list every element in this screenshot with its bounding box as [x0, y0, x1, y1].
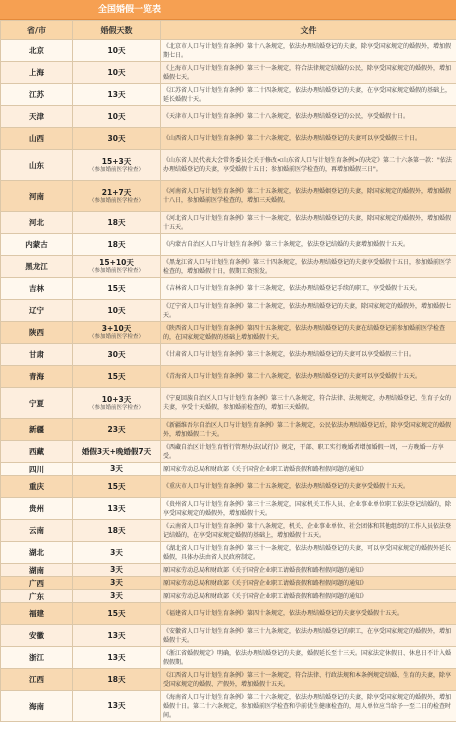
- document-cell: 《天津市人口与计划生育条例》第二十八条规定，依法办理结婚登记的公民，享受婚假十日。: [161, 106, 456, 128]
- document-cell: 《北京市人口与计划生育条例》第十八条规定，依法办理结婚登记的夫妻，除享受国家规定的婚假外，增加假期七日。: [161, 40, 456, 62]
- days-note: （参加婚前医学检查）: [88, 334, 144, 340]
- province-cell: 广西: [1, 577, 73, 590]
- days-value: 3天: [110, 565, 123, 574]
- province-cell: 湖北: [1, 542, 73, 564]
- table-row: [1, 669, 456, 691]
- days-cell: [73, 366, 161, 388]
- days-value: 3天: [110, 578, 123, 587]
- province-cell: 天津: [1, 106, 73, 128]
- days-value: 15天: [107, 371, 126, 381]
- province-cell: 黑龙江: [1, 256, 73, 278]
- table-row: [1, 278, 456, 300]
- province-cell: 云南: [1, 520, 73, 542]
- days-cell: [73, 40, 161, 62]
- province-cell: 江苏: [1, 84, 73, 106]
- header-row: [1, 21, 456, 40]
- table-row: [1, 322, 456, 344]
- table-row: [1, 84, 456, 106]
- document-cell: 原国家劳动总局和财政部《关于国营企业职工请婚丧假和路程假问题的通知》: [161, 577, 456, 590]
- days-cell: [73, 542, 161, 564]
- days-value: 3天: [110, 547, 123, 557]
- province-cell: 新疆: [1, 419, 73, 441]
- days-cell: [73, 128, 161, 150]
- table-row: [1, 366, 456, 388]
- document-cell: 《河北省人口与计划生育条例》第三十一条规定，依法办理结婚登记的夫妻，除国家规定的婚假外，增加婚假十五天。: [161, 212, 456, 234]
- days-value: 15+10天: [99, 258, 134, 267]
- table-row: [1, 590, 456, 603]
- days-value: 18天: [107, 239, 126, 249]
- table-row: [1, 647, 456, 669]
- days-cell: [73, 322, 161, 344]
- document-cell: 《河南省人口与计划生育条例》第二十五条规定，依法办理婚姻登记的夫妻，除国家规定的婚假外，增加婚假十八日，参加婚前医学检查的，增加三天婚假。: [161, 181, 456, 212]
- document-cell: 《西藏自治区计划生育暂行管理办法(试行)》规定，干部、职工实行晚婚者增加婚假一周，一方晚婚一方享受。: [161, 441, 456, 463]
- days-cell: [73, 419, 161, 441]
- province-cell: 吉林: [1, 278, 73, 300]
- days-value: 13天: [107, 503, 126, 513]
- days-value: 30天: [107, 349, 126, 359]
- table-row: [1, 542, 456, 564]
- province-cell: 山东: [1, 150, 73, 181]
- document-cell: 《甘肃省人口与计划生育条例》第三十条规定，依法办理结婚登记的夫妻可以享受婚假三十日。: [161, 344, 456, 366]
- days-value: 13天: [107, 89, 126, 99]
- header-days: 婚假天数: [73, 21, 161, 40]
- days-cell: [73, 463, 161, 476]
- days-note: （参加婚前医学检查）: [88, 197, 144, 204]
- document-cell: 《江西省人口与计划生育条例》第三十一条规定，符合法律、行政法规和本条例规定结婚、生育的夫妻，除享受国家规定的婚假、产假外，增加婚假十五天。: [161, 669, 456, 691]
- days-cell: [73, 106, 161, 128]
- days-cell: [73, 476, 161, 498]
- days-value: 10+3天: [101, 394, 132, 404]
- days-cell: [73, 256, 161, 278]
- days-cell: [73, 603, 161, 625]
- days-cell: [73, 647, 161, 669]
- table-row: [1, 564, 456, 577]
- days-value: 21+7天: [101, 187, 132, 197]
- days-value: 15天: [107, 481, 126, 491]
- province-cell: 西藏: [1, 441, 73, 463]
- province-cell: 陕西: [1, 322, 73, 344]
- document-cell: 原国家劳动总局和财政部《关于国营企业职工请婚丧假和路程假问题的通知》: [161, 564, 456, 577]
- document-cell: 《辽宁省人口与计划生育条例》第二十条规定，依法办理结婚登记的夫妻，除国家规定的婚假外，增加婚假七天。: [161, 300, 456, 322]
- days-cell: [73, 212, 161, 234]
- days-cell: [73, 150, 161, 181]
- days-value: 30天: [107, 133, 126, 143]
- province-cell: 河北: [1, 212, 73, 234]
- table-row: [1, 300, 456, 322]
- document-cell: 《云南省人口与计划生育条例》第十八条规定，机关、企业事业单位、社会团体和其他组织的工作人员依法登记结婚的，在享受国家规定婚假的基础上，增加婚假十五天。: [161, 520, 456, 542]
- document-cell: 《吉林省人口与计划生育条例》第十三条规定，依法办理结婚登记手续的职工，享受婚假十五天。: [161, 278, 456, 300]
- document-cell: 《宁夏回族自治区人口与计划生育条例》第三十八条规定，符合法律、法规规定，办理结婚登记、生育子女的夫妻，享受十天婚假，参加婚前检查的，增加三天婚假。: [161, 388, 456, 419]
- document-cell: 《重庆市人口与计划生育条例》第二十五条规定，依法办理结婚登记的夫妻享受婚假十五天。: [161, 476, 456, 498]
- days-cell: [73, 691, 161, 722]
- document-cell: 《浙江省婚假规定》明确，依法办理结婚登记的夫妻，婚假延长至十三天。国家法定休假日、休息日不计入婚假假期。: [161, 647, 456, 669]
- table-row: [1, 234, 456, 256]
- province-cell: 福建: [1, 603, 73, 625]
- days-note: （参加婚前医学检查）: [88, 166, 144, 173]
- days-cell: [73, 388, 161, 419]
- days-cell: [73, 498, 161, 520]
- province-cell: 四川: [1, 463, 73, 476]
- days-cell: [73, 564, 161, 577]
- document-cell: 原国家劳动总局和财政部《关于国营企业职工请婚丧假和路程假问题的通知》: [161, 590, 456, 603]
- table-row: [1, 62, 456, 84]
- table-row: [1, 106, 456, 128]
- table-row: [1, 181, 456, 212]
- days-value: 15天: [107, 283, 126, 293]
- document-cell: 《黑龙江省人口与计划生育条例》第三十四条规定，依法办理结婚登记的夫妻享受婚假十五日，参加婚前医学检查的，增加婚假十日，假期工资照发。: [161, 256, 456, 278]
- days-cell: [73, 181, 161, 212]
- days-value: 婚假3天+晚婚假7天: [81, 446, 152, 456]
- days-value: 18天: [107, 217, 126, 227]
- document-cell: 《山西省人口与计划生育条例》第二十六条规定，依法办理结婚登记的夫妻可以享受婚假三十日。: [161, 128, 456, 150]
- days-cell: [73, 520, 161, 542]
- days-value: 3天: [110, 591, 123, 600]
- days-cell: [73, 441, 161, 463]
- days-value: 10天: [107, 45, 126, 55]
- province-cell: 重庆: [1, 476, 73, 498]
- header-province: 省/市: [1, 21, 73, 40]
- days-cell: [73, 344, 161, 366]
- province-cell: 海南: [1, 691, 73, 722]
- sheet-title: 全国婚假一览表: [0, 0, 456, 20]
- document-cell: 《江苏省人口与计划生育条例》第二十四条规定，依法办理结婚登记的夫妻，在享受国家规定婚假的基础上，延长婚假十天。: [161, 84, 456, 106]
- province-cell: 辽宁: [1, 300, 73, 322]
- document-cell: 《青海省人口与计划生育条例》第二十八条规定，依法办理结婚登记的夫妻可以享受婚假十五天。: [161, 366, 456, 388]
- days-value: 15天: [107, 608, 126, 618]
- days-value: 10天: [107, 305, 126, 315]
- days-cell: [73, 300, 161, 322]
- province-cell: 宁夏: [1, 388, 73, 419]
- document-cell: 《贵州省人口与计划生育条例》第三十三条规定，国家机关工作人员、企业事业单位职工依法登记结婚的，除享受国家规定的婚假外，增加婚假十天。: [161, 498, 456, 520]
- table-row: [1, 691, 456, 722]
- table-row: [1, 577, 456, 590]
- table-row: [1, 212, 456, 234]
- days-value: 13天: [107, 652, 126, 662]
- leave-table: [0, 20, 456, 722]
- table-row: [1, 603, 456, 625]
- days-value: 10天: [107, 111, 126, 121]
- province-cell: 贵州: [1, 498, 73, 520]
- document-cell: 《海南省人口与计划生育条例》第二十六条规定，依法办理结婚登记的夫妻，除享受国家规定的婚假外，增加婚假十日。第二十六条规定，参加婚前医学检查和孕前优生健康检查的，用人单位应当给予一至二日的检查时间。: [161, 691, 456, 722]
- table-row: [1, 388, 456, 419]
- province-cell: 湖南: [1, 564, 73, 577]
- province-cell: 广东: [1, 590, 73, 603]
- table-row: [1, 498, 456, 520]
- table-row: [1, 625, 456, 647]
- days-value: 3+10天: [101, 324, 132, 333]
- days-value: 18天: [107, 674, 126, 684]
- days-cell: [73, 590, 161, 603]
- province-cell: 浙江: [1, 647, 73, 669]
- table-row: [1, 40, 456, 62]
- days-cell: [73, 669, 161, 691]
- document-cell: 《上海市人口与计划生育条例》第三十一条规定，符合法律规定结婚的公民，除享受国家规定的婚假外，增加婚假七天。: [161, 62, 456, 84]
- province-cell: 甘肃: [1, 344, 73, 366]
- table-row: [1, 419, 456, 441]
- days-value: 23天: [107, 424, 126, 434]
- days-value: 3天: [110, 464, 123, 473]
- document-cell: 《湖北省人口与计划生育条例》第三十一条规定，依法办理结婚登记的夫妻，可以享受国家规定的婚假外延长婚假，具体办法由省人民政府制定。: [161, 542, 456, 564]
- days-value: 13天: [107, 630, 126, 640]
- province-cell: 内蒙古: [1, 234, 73, 256]
- days-cell: [73, 84, 161, 106]
- days-note: （参加婚前医学检查）: [88, 268, 144, 274]
- province-cell: 上海: [1, 62, 73, 84]
- province-cell: 北京: [1, 40, 73, 62]
- table-row: [1, 150, 456, 181]
- document-cell: 《内蒙古自治区人口与计划生育条例》第三十条规定，依法登记结婚的夫妻增加婚假十五天。: [161, 234, 456, 256]
- province-cell: 安徽: [1, 625, 73, 647]
- table-row: [1, 256, 456, 278]
- province-cell: 青海: [1, 366, 73, 388]
- document-cell: 《山东省人民代表大会常务委员会关于修改<山东省人口与计划生育条例>的决定》第二十六条第一款："依法办理结婚登记的夫妻，享受婚假十五日；参加婚前医学检查的，再增加婚假三日"。: [161, 150, 456, 181]
- days-cell: [73, 278, 161, 300]
- days-value: 10天: [107, 67, 126, 77]
- province-cell: 江西: [1, 669, 73, 691]
- days-note: （参加婚前医学检查）: [88, 404, 144, 411]
- table-row: [1, 441, 456, 463]
- days-value: 18天: [107, 525, 126, 535]
- table-row: [1, 128, 456, 150]
- days-cell: [73, 62, 161, 84]
- table-row: [1, 463, 456, 476]
- table-row: [1, 344, 456, 366]
- days-value: 13天: [107, 701, 126, 710]
- document-cell: 原国家劳动总局和财政部《关于国营企业职工请婚丧假和路程假问题的通知》: [161, 463, 456, 476]
- province-cell: 山西: [1, 128, 73, 150]
- days-cell: [73, 234, 161, 256]
- table-row: [1, 476, 456, 498]
- days-cell: [73, 577, 161, 590]
- table-row: [1, 520, 456, 542]
- days-cell: [73, 625, 161, 647]
- document-cell: 《新疆维吾尔自治区人口与计划生育条例》第二十条规定，公民依法办理结婚登记后，除享受国家规定的婚假外，增加婚假二十天。: [161, 419, 456, 441]
- document-cell: 《陕西省人口与计划生育条例》第四十五条规定，依法办理结婚登记的夫妻在结婚登记前参加婚前医学检查的，在国家规定婚假的基础上增加婚假十天。: [161, 322, 456, 344]
- document-cell: 《安徽省人口与计划生育条例》第三十九条规定，依法办理结婚登记的职工，在享受国家规定的婚假外，增加婚假十天。: [161, 625, 456, 647]
- document-cell: 《福建省人口与计划生育条例》第四十条规定，依法办理结婚登记的夫妻享受婚假十五天。: [161, 603, 456, 625]
- province-cell: 河南: [1, 181, 73, 212]
- days-value: 15+3天: [101, 156, 132, 166]
- header-document: 文件: [161, 21, 456, 40]
